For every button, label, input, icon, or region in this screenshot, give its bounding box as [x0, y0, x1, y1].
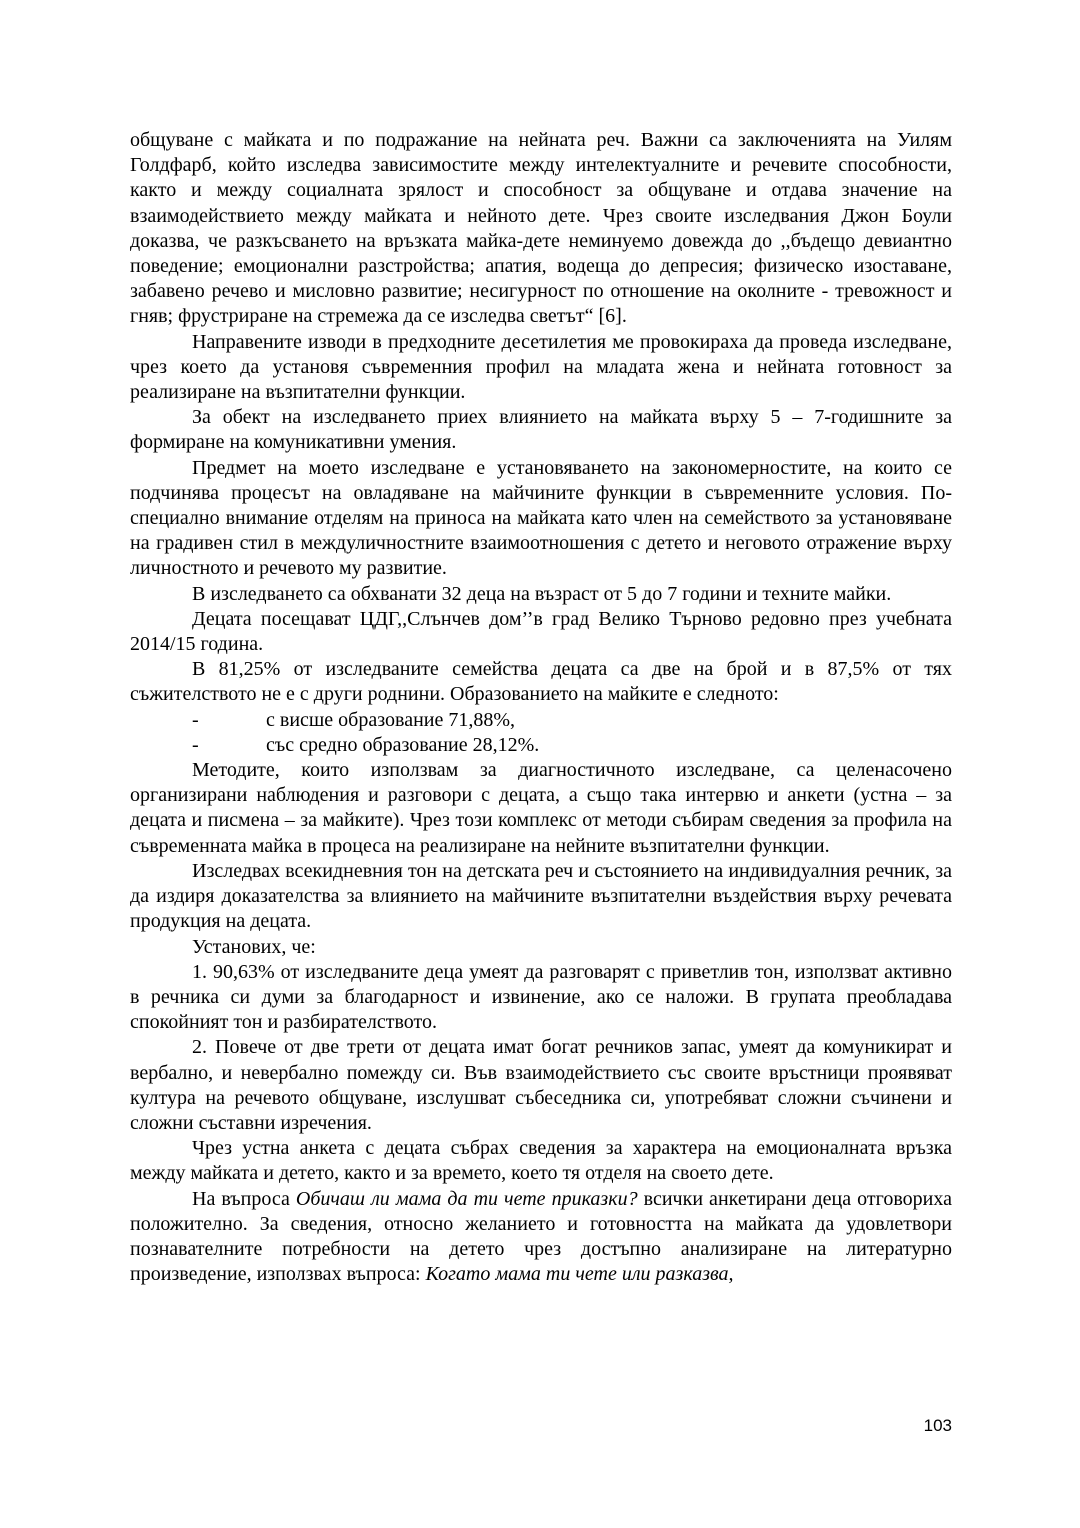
body-text	[130, 128, 952, 1287]
paragraph-16-text-a: На въпроса	[192, 1187, 296, 1210]
page-number: 103	[923, 1416, 952, 1435]
paragraph-2: Направените изводи в предходните десетилетия ме провокираха да проведа изследване, чрез което да установя съвременния профил на младата жена и нейната готовност за реализиране на възпитателни функции.	[130, 330, 952, 404]
paragraph-7: В 81,25% от изследваните семейства децата са две на брой и в 87,5% от тях съжителството не е с други роднини. Образованието на майките е следното:	[130, 658, 952, 706]
paragraph-6: Децата посещават ЦДГ,,Слънчев дом’’в град Велико Търново редовно през учебната 2014/15 година.	[130, 607, 952, 656]
paragraph-11: Изследвах всекидневния тон на детската реч и състоянието на индивидуалния речник, за да издиря доказателства за влиянието на майчините възпитателни въздействия върху речевата продукция на децата.	[130, 859, 952, 933]
paragraph-16-question-italic: Обичаш ли мама да ти чете приказки?	[295, 1187, 638, 1210]
paragraph-16-text-c: всички анкетирани деца отговориха положително. За сведения, относно желанието и готовността на майката да удовлетвори познавателните потребности на детето чрез достъпно анализиране на литературно произведение, използвах въпроса:	[130, 1187, 952, 1286]
paragraph-1: общуване с майката и по подражание на нейната реч. Важни са заключенията на Уилям Голдфарб, който изследва зависимостите между интелектуалните и речевите способности, както и между социалната зрялост и способност за общуване и отдава значение на взаимодействието между майката и нейното дете. Чрез своите изследвания Джон Боули доказва, че разкъсването на връзката майка-дете неминуемо довежда до ,,бъдещо девиантно поведение; емоционални разстройства; апатия, водеща до депресия; физическо изоставане, забавено речево и мисловно развитие; несигурност по отношение на околните - тревожност и гняв; фрустриране на стремежа да се изследва светът“ [6].	[130, 129, 952, 328]
paragraph-14: 2. Повече от две трети от децата имат богат речников запас, умеят да комуникират и вербално, и невербално помежду си. Във взаимодействието със своите връстници проявяват култура на речевото общуване, изслушват събеседника си, употребяват сложни съчинени и сложни съставни изречения.	[130, 1036, 952, 1134]
paragraph-16	[130, 1187, 952, 1288]
paragraph-15: Чрез устна анкета с децата събрах сведения за характера на емоционалната връзка между майката и детето, както и за времето, което тя отделя на своето дете.	[130, 1137, 952, 1185]
paragraph-5: В изследването са обхванати 32 деца на възраст от 5 до 7 години и техните майки.	[192, 582, 892, 605]
paragraph-3: За обект на изследването приех влиянието на майката върху 5 – 7-годишните за формиране на комуникативни умения.	[130, 406, 952, 454]
paragraph-16-question-italic-2: Когато мама ти чете или разказва,	[425, 1263, 734, 1286]
bullet-dash: -	[192, 708, 199, 731]
bullet-text: с висше образование 71,88%,	[266, 708, 516, 731]
bullet-dash: -	[192, 733, 199, 756]
paragraph-4: Предмет на моето изследване е установяването на закономерностите, на които се подчинява процесът на овладяване на майчините функции в съвременните условия. По-специално внимание отделям на приноса на майката като член на семейството за установяване на градивен стил в междуличностните взаимоотношения с детето и неговото отражение върху личностното и речевото му развитие.	[130, 456, 952, 580]
bullet-text: със средно образование 28,12%.	[266, 733, 540, 756]
paragraph-10: Методите, които използвам за диагностичното изследване, са целенасочено организирани наблюдения и разговори с децата, а също така интервю и анкети (устна – за децата и писмена – за майките). Чрез този комплекс от методи събирам сведения за профила на съвременната майка в процеса на реализиране на нейните възпитателни функции.	[130, 759, 952, 857]
paragraph-13: 1. 90,63% от изследваните деца умеят да разговарят с приветлив тон, използват активно в речника си думи за благодарност и извинение, ако се наложи. В групата преобладава спокойният тон и разбирателството.	[130, 960, 952, 1034]
list-item	[130, 708, 952, 733]
list-item	[130, 733, 952, 758]
paragraph-12: Установих, че:	[192, 935, 316, 958]
